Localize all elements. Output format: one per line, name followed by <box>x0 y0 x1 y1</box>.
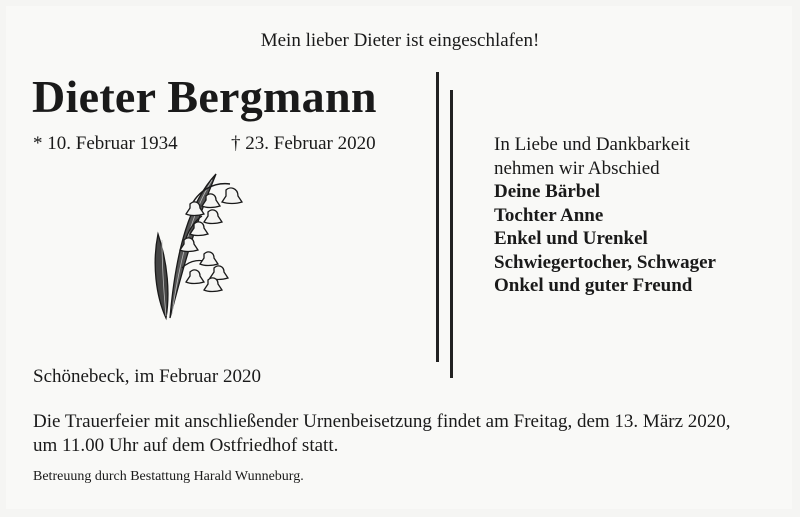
mourners-intro-line: nehmen wir Abschied <box>494 157 660 179</box>
divider-line <box>436 72 439 362</box>
mourner-name: Deine Bärbel <box>494 181 601 202</box>
intro-text: Mein lieber Dieter ist eingeschlafen! <box>260 30 540 51</box>
funeral-line: Die Trauerfeier mit anschließender Urnenbeisetzung findet am Freitag, dem 13. März 2020, <box>33 411 731 432</box>
place-date: Schönebeck, im Februar 2020 <box>33 366 261 387</box>
divider-line <box>450 90 453 378</box>
mourner-name: Tochter Anne <box>494 204 604 226</box>
deceased-name: Dieter Bergmann <box>32 71 377 122</box>
lily-of-the-valley-icon <box>150 168 250 323</box>
mourners-intro-line: In Liebe und Dankbarkeit <box>494 134 690 155</box>
funeral-line: um 11.00 Uhr auf dem Ostfriedhof statt. <box>33 435 339 456</box>
birth-date: * 10. Februar 1934 <box>33 133 178 154</box>
death-date: † 23. Februar 2020 <box>231 133 376 154</box>
mourners-block <box>494 133 716 298</box>
undertaker-note: Betreuung durch Bestattung Harald Wunneburg. <box>33 469 304 484</box>
mourner-name: Onkel und guter Freund <box>494 275 693 296</box>
mourner-name: Enkel und Urenkel <box>494 228 648 249</box>
mourner-name: Schwiegertocher, Schwager <box>494 251 716 273</box>
funeral-notice <box>33 410 731 458</box>
